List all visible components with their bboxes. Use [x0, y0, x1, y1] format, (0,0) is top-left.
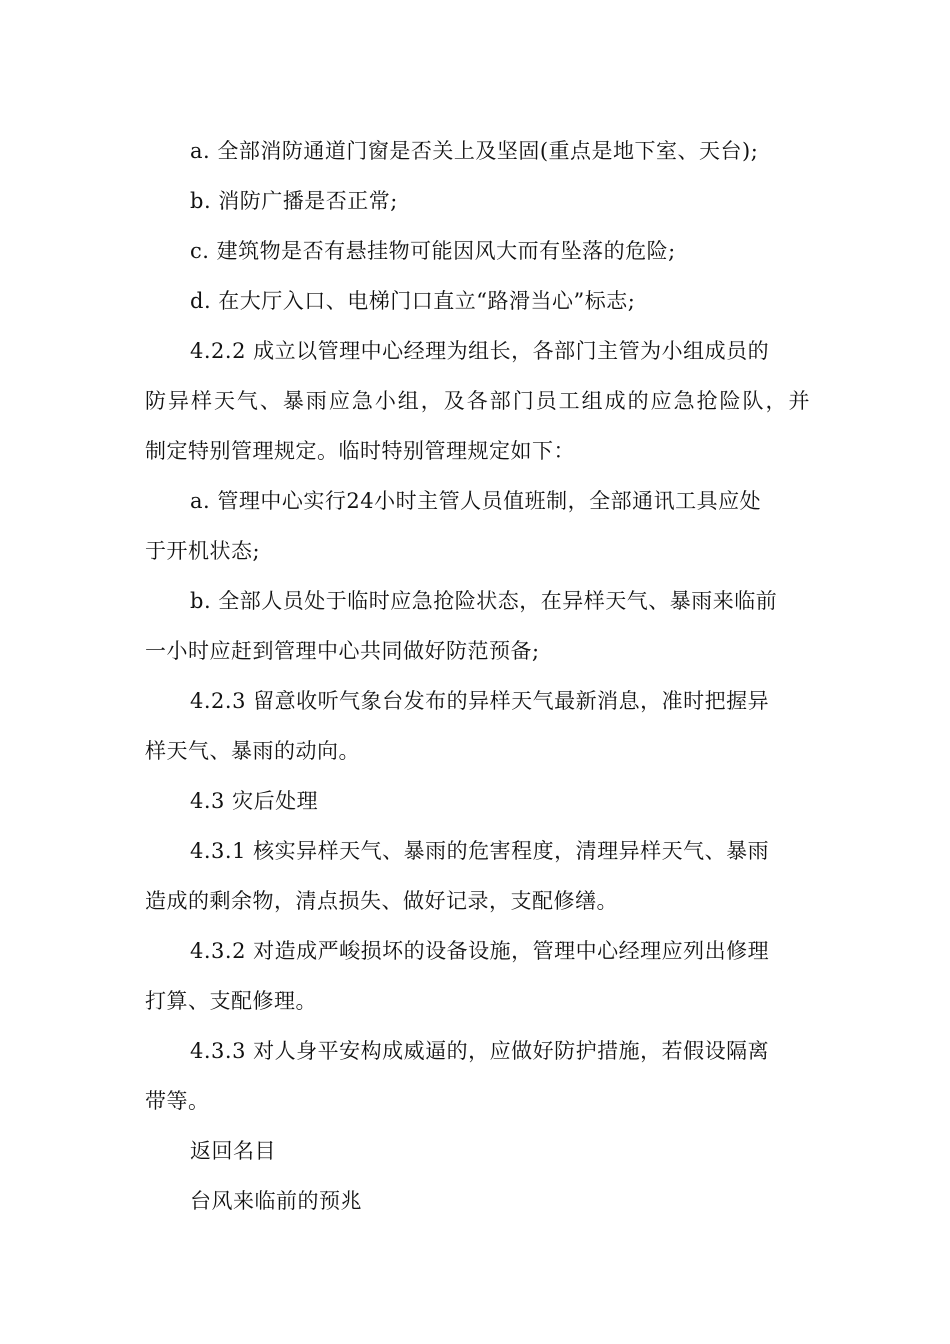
return-to-contents: 返回名目: [190, 1139, 276, 1163]
section-4-2-2-line2: 防异样天气、暴雨应急小组，及各部门员工组成的应急抢险队，并: [145, 389, 810, 413]
section-4-3-heading: 4.3 灾后处理: [190, 789, 319, 813]
section-4-2-2-line3: 制定特别管理规定。临时特别管理规定如下：: [145, 439, 575, 463]
list-item-b-check-broadcast: b. 消防广播是否正常;: [190, 189, 398, 213]
list-item-c-check-hanging: c. 建筑物是否有悬挂物可能因风大而有坠落的危险;: [190, 239, 676, 263]
section-4-2-3-line2: 样天气、暴雨的动向。: [145, 739, 360, 763]
list-item-b-standby-line1: b. 全部人员处于临时应急抢险状态，在异样天气、暴雨来临前: [190, 589, 778, 613]
section-4-3-1-line2: 造成的剩余物，清点损失、做好记录，支配修缮。: [145, 889, 618, 913]
section-4-2-3-line1: 4.2.3 留意收听气象台发布的异样天气最新消息，准时把握异: [190, 689, 770, 713]
list-item-b-standby-line2: 一小时应赶到管理中心共同做好防范预备;: [145, 639, 540, 663]
list-item-a-duty-line1: a. 管理中心实行24小时主管人员值班制，全部通讯工具应处: [190, 489, 762, 513]
section-4-2-2-line1: 4.2.2 成立以管理中心经理为组长，各部门主管为小组成员的: [190, 339, 770, 363]
section-4-3-3-line2: 带等。: [145, 1089, 210, 1113]
list-item-a-check-doors: a. 全部消防通道门窗是否关上及坚固(重点是地下室、天台);: [190, 139, 759, 163]
section-4-3-2-line2: 打算、支配修理。: [145, 989, 317, 1013]
section-4-3-1-line1: 4.3.1 核实异样天气、暴雨的危害程度，清理异样天气、暴雨: [190, 839, 770, 863]
list-item-d-slippery-sign: d. 在大厅入口、电梯门口直立“路滑当心”标志;: [190, 289, 636, 313]
typhoon-signs-heading: 台风来临前的预兆: [190, 1189, 362, 1213]
section-4-3-2-line1: 4.3.2 对造成严峻损坏的设备设施，管理中心经理应列出修理: [190, 939, 770, 963]
section-4-3-3-line1: 4.3.3 对人身平安构成威逼的，应做好防护措施，若假设隔离: [190, 1039, 770, 1063]
list-item-a-duty-line2: 于开机状态;: [145, 539, 261, 563]
